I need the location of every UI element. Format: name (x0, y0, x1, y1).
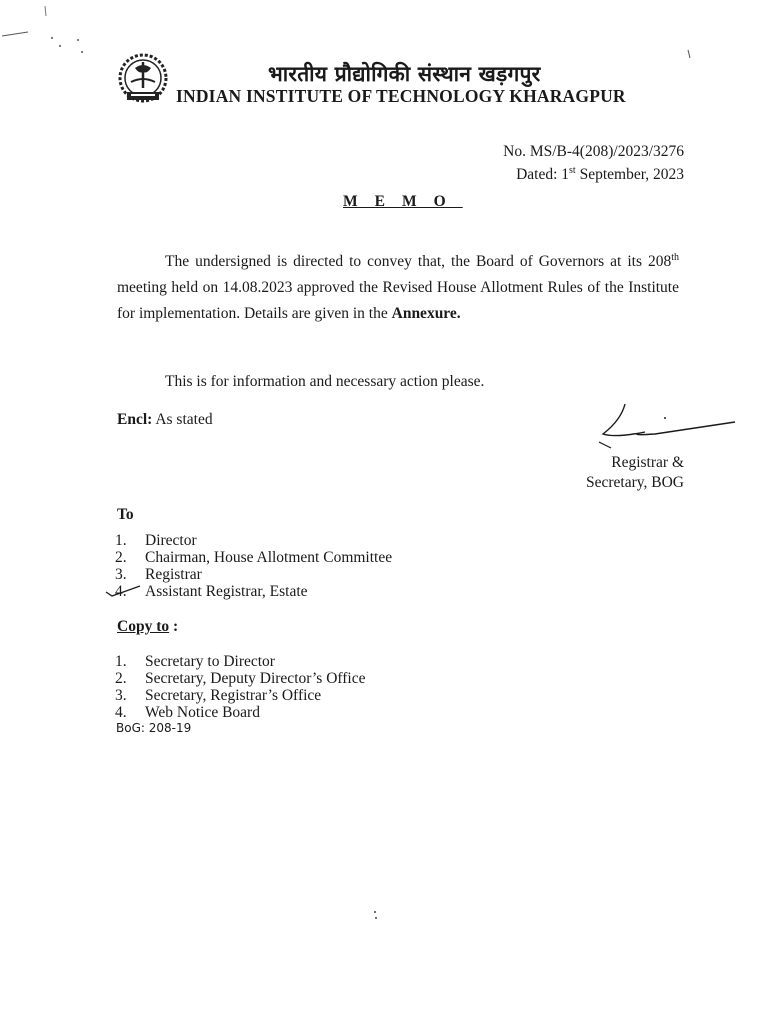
annexure-label: Annexure. (391, 305, 461, 323)
to-list (115, 532, 392, 600)
memo-body-paragraph: The undersigned is directed to convey that, the Board of Governors at its 208th meeting held on 14.08.2023 approved the Revised House Allotment Rules of the Institute for implementation. Details are given in the Annexure. (117, 252, 679, 323)
information-line: This is for information and necessary action please. (165, 373, 485, 390)
list-item: 1. Secretary to Director (115, 653, 275, 670)
list-item: 4. Web Notice Board (115, 704, 260, 721)
handwritten-signature (585, 398, 745, 458)
signatory-title-1: Registrar & (611, 454, 684, 471)
enclosure-label: Encl: (117, 411, 153, 428)
signatory-title-2: Secretary, BOG (586, 474, 684, 491)
institute-logo (117, 52, 169, 108)
institute-name-english: INDIAN INSTITUTE OF TECHNOLOGY KHARAGPUR (176, 86, 626, 106)
list-item: 2. Secretary, Deputy Director’s Office (115, 670, 366, 687)
memo-title: MEMO (343, 193, 463, 210)
handwritten-tick-mark (104, 584, 144, 600)
list-item: 3. Registrar (115, 566, 202, 583)
reference-number: No. MS/B-4(208)/2023/3276 (503, 143, 684, 160)
list-item: 3. Secretary, Registrar’s Office (115, 687, 322, 704)
reference-block (503, 142, 684, 184)
list-item: 1. Director (115, 532, 197, 549)
copy-to-heading: Copy to : (117, 618, 179, 635)
institute-name-hindi: भारतीय प्रौद्योगिकी संस्थान खड़गपुर (268, 62, 541, 86)
reference-date: Dated: 1st September, 2023 (516, 165, 684, 184)
enclosure-value: As stated (152, 411, 213, 428)
signatory-block (586, 453, 684, 493)
to-heading: To (117, 506, 134, 523)
list-item: 4. Assistant Registrar, Estate (115, 583, 308, 600)
footer-code: BoG: 208-19 (116, 721, 192, 735)
enclosure-line (117, 411, 213, 428)
list-item: 2. Chairman, House Allotment Committee (115, 549, 393, 566)
copy-to-list (115, 653, 366, 721)
